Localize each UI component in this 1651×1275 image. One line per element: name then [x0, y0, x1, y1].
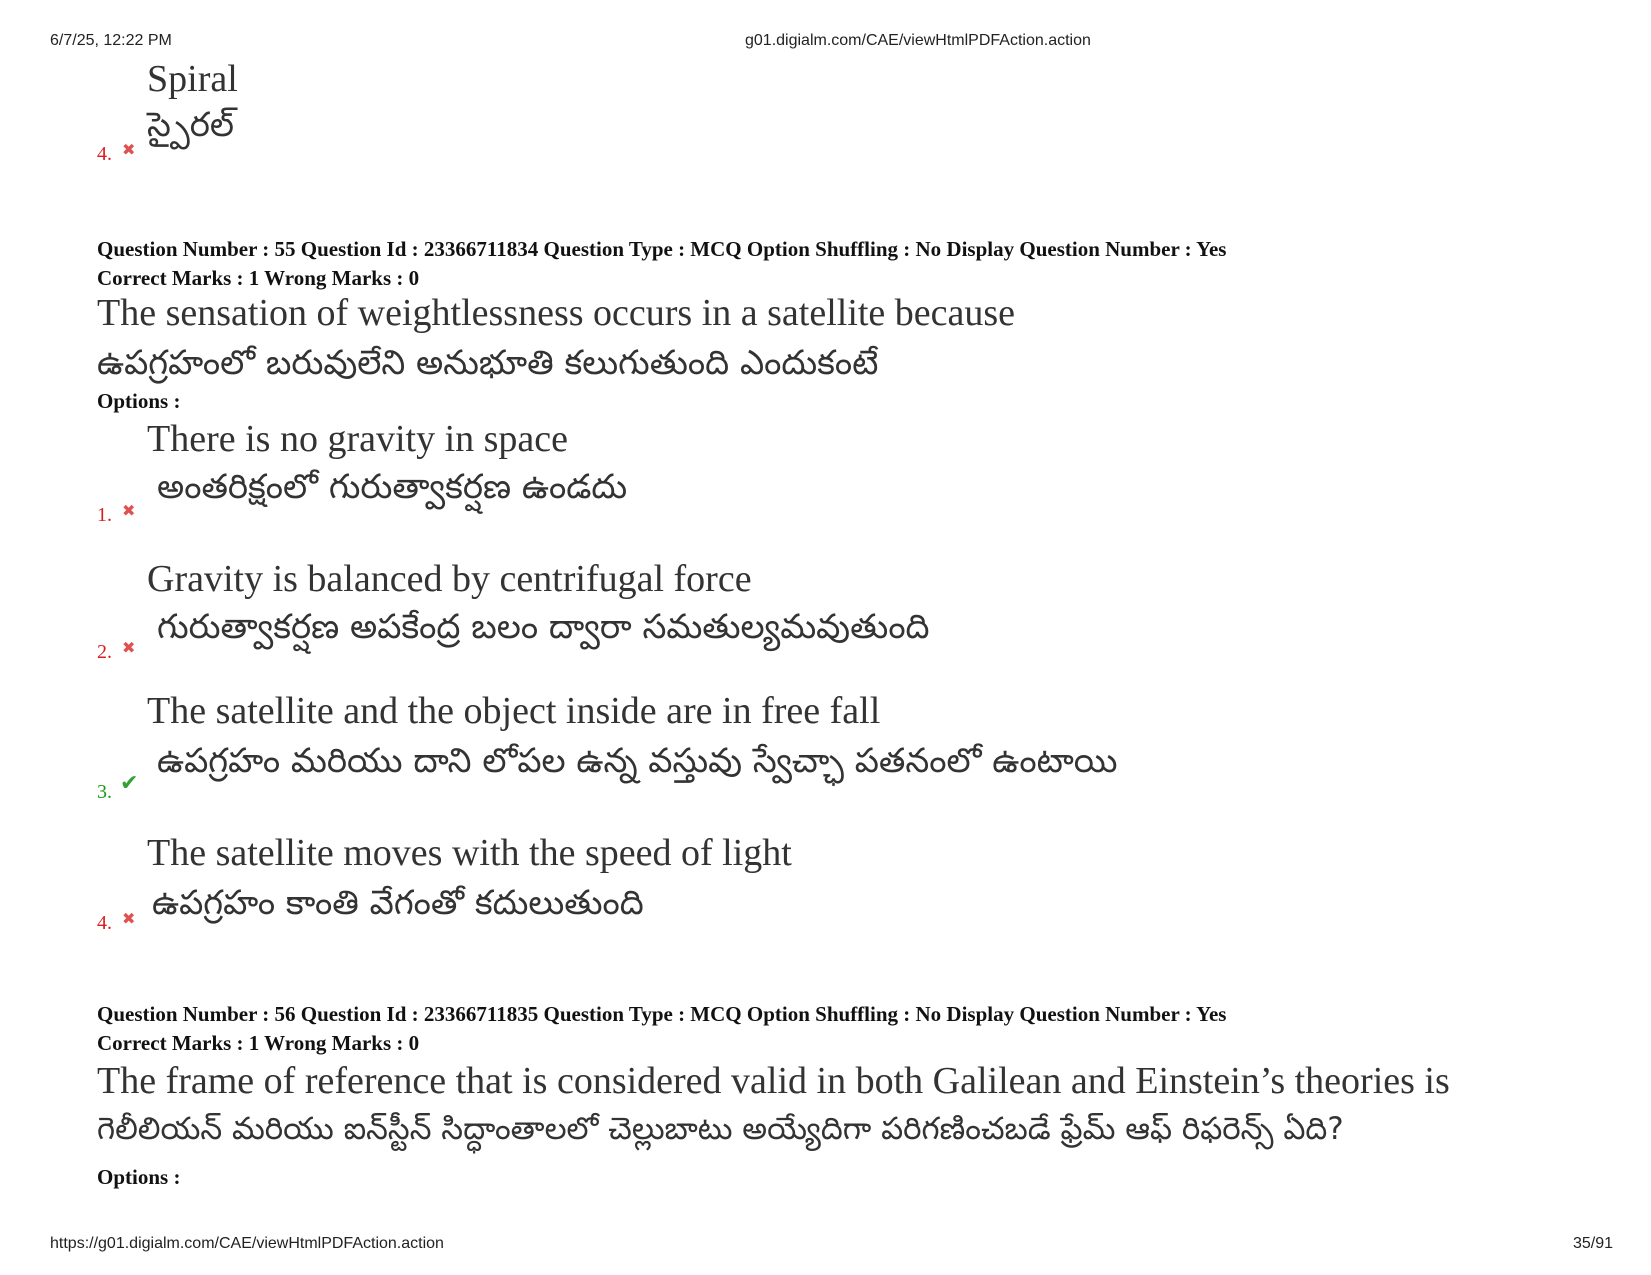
q56-meta-line1: Question Number : 56 Question Id : 23366711835 Question Type : MCQ Option Shuffling : No Display Question Number : Yes	[97, 1002, 1227, 1026]
cross-mark-icon: ✖	[122, 909, 136, 928]
prev-option-4-en: Spiral	[147, 58, 238, 100]
check-mark-icon: ✔	[120, 771, 139, 796]
q56-question-en: The frame of reference that is considered valid in both Galilean and Einstein’s theories is	[97, 1060, 1450, 1102]
page-url-footer: https://g01.digialm.com/CAE/viewHtmlPDFAction.action	[50, 1235, 444, 1252]
q55-question-te: ఉపగ్రహంలో బరువులేని అనుభూతి కలుగుతుంది ఎందుకంటే	[97, 343, 879, 383]
q55-option-1-te: అంతరిక్షంలో గురుత్వాకర్షణ ఉండదు	[157, 467, 628, 507]
q55-meta-line1: Question Number : 55 Question Id : 23366711834 Question Type : MCQ Option Shuffling : No Display Question Number : Yes	[97, 237, 1227, 261]
q55-option-1-en: There is no gravity in space	[147, 418, 569, 460]
q56-question-te: గెలీలియన్ మరియు ఐన్‌స్టీన్ సిద్ధాంతాలలో చెల్లుబాటు అయ్యేదిగా పరిగణించబడే ఫ్రేమ్ ఆఫ్ రిఫరెన్స్ ఏది?	[97, 1111, 1344, 1147]
q56-meta-line2: Correct Marks : 1 Wrong Marks : 0	[97, 1031, 420, 1055]
q55-option-3-number: 3.	[97, 781, 112, 803]
prev-option-4-te: స్పైరల్	[147, 105, 235, 145]
page-url-header: g01.digialm.com/CAE/viewHtmlPDFAction.action	[745, 32, 1091, 49]
q56-options-label: Options :	[97, 1165, 181, 1189]
q55-meta-line2: Correct Marks : 1 Wrong Marks : 0	[97, 266, 420, 290]
q55-option-2-en: Gravity is balanced by centrifugal force	[147, 558, 752, 600]
q55-option-4-te: ఉపగ్రహం కాంతి వేగంతో కదులుతుంది	[152, 883, 644, 923]
cross-mark-icon: ✖	[122, 140, 136, 159]
q55-option-3-en: The satellite and the object inside are in free fall	[147, 690, 881, 732]
page-number: 35/91	[1572, 1235, 1613, 1252]
cross-mark-icon: ✖	[122, 501, 136, 520]
q55-option-3-te: ఉపగ్రహం మరియు దాని లోపల ఉన్న వస్తువు స్వేచ్ఛా పతనంలో ఉంటాయి	[157, 741, 1118, 781]
q55-option-1-number: 1.	[97, 504, 112, 526]
q55-question-en: The sensation of weightlessness occurs in a satellite because	[97, 292, 1016, 334]
q55-option-4-en: The satellite moves with the speed of light	[147, 832, 792, 874]
print-datetime: 6/7/25, 12:22 PM	[50, 32, 172, 49]
q55-option-2-te: గురుత్వాకర్షణ అపకేంద్ర బలం ద్వారా సమతుల్యమవుతుంది	[157, 607, 930, 647]
q55-option-2-number: 2.	[97, 641, 112, 663]
cross-mark-icon: ✖	[122, 638, 136, 657]
q55-options-label: Options :	[97, 389, 181, 413]
prev-option-4-number: 4.	[97, 143, 112, 165]
q55-option-4-number: 4.	[97, 912, 112, 934]
